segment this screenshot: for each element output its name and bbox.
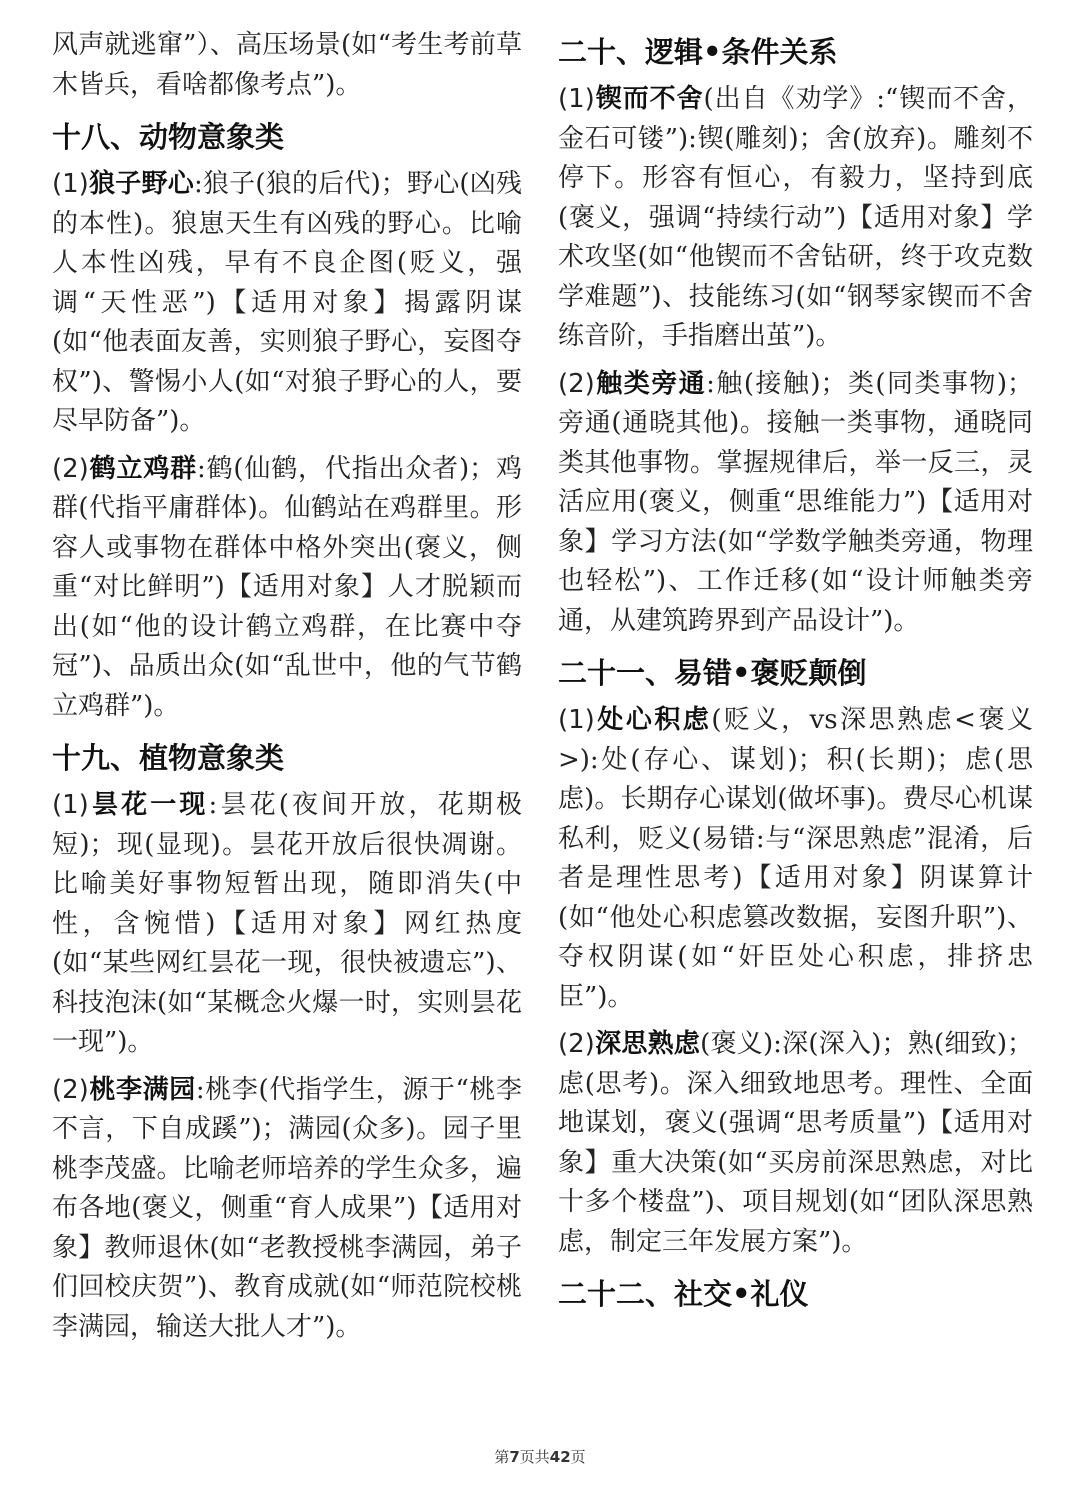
idiom-term: 昙花一现 <box>88 790 209 820</box>
entry-number: (2) <box>558 368 595 399</box>
entry-body: :狼子(狼的后代)；野心(凶残的本性)。狼崽天生有凶残的野心。比喻人本性凶残，早有不良企图(贬义，强调“天性恶”)【适用对象】揭露阴谋(如“他表面友善，实则狼子野心，妄图夺权”)、警惕小人(如“对狼子野心的人，要尽早防备”)。 <box>52 169 522 436</box>
section-heading: 二十、逻辑•条件关系 <box>558 35 838 69</box>
section-heading: 十九、植物意象类 <box>52 741 285 775</box>
page-footer <box>0 1446 1080 1467</box>
entry-body: :鹤(仙鹤，代指出众者)；鸡群(代指平庸群体)。仙鹤站在鸡群里。形容人或事物在群体中格外突出(褒义，侧重“对比鲜明”)【适用对象】人才脱颖而出(如“他的设计鹤立鸡群，在比赛中夺冠”)、品质出众(如“乱世中，他的气节鹤立鸡群”)。 <box>52 453 522 721</box>
entry-paragraph <box>52 450 522 727</box>
entry-number: (1) <box>558 705 595 735</box>
idiom-term: 桃李满园 <box>88 1074 196 1105</box>
section-heading: 十八、动物意象类 <box>52 120 285 154</box>
footer-text: 页共 <box>519 1448 550 1466</box>
entry-number: (2) <box>558 1029 595 1059</box>
left-column <box>52 26 522 1355</box>
entry-paragraph <box>558 701 1033 1017</box>
entry-paragraph <box>52 1071 522 1348</box>
entry-number: (1) <box>52 790 89 820</box>
idiom-term: 锲而不舍 <box>594 84 704 114</box>
idiom-term: 深思熟虑 <box>594 1029 701 1059</box>
total-page-count: 42 <box>549 1448 571 1466</box>
entry-number: (2) <box>52 453 89 484</box>
entry-body: (出自《劝学》:“锲而不舍，金石可镂”):锲(雕刻)；舍(放弃)。雕刻不停下。形容有恒心，有毅力，坚持到底(褒义，强调“持续行动”)【适用对象】学术攻坚(如“他锲而不舍钻研，终于攻克数学难题”)、技能练习(如“钢琴家锲而不舍练音阶，手指磨出茧”)。 <box>558 84 1033 351</box>
entry-number: (1) <box>52 169 89 199</box>
entry-number: (1) <box>558 84 595 114</box>
current-page-number: 7 <box>509 1448 520 1466</box>
entry-paragraph <box>558 80 1033 357</box>
intro-paragraph: 风声就逃窜”）、高压场景(如“考生考前草木皆兵，看啥都像考点”)。 <box>52 30 522 100</box>
section-heading: 二十二、社交•礼仪 <box>558 1277 809 1311</box>
entry-body: :桃李(代指学生，源于“桃李不言，下自成蹊”)；满园(众多)。园子里桃李茂盛。比喻老师培养的学生众多，遍布各地(褒义，侧重“育人成果”)【适用对象】教师退休(如“老教授桃李满园，弟子们回校庆贺”)、教育成就(如“师范院校桃李满园，输送大批人才”)。 <box>52 1074 522 1342</box>
idiom-term: 处心积虑 <box>594 705 712 735</box>
entry-body: :触(接触)；类(同类事物)；旁通(通晓其他)。接触一类事物，通晓同类其他事物。掌握规律后，举一反三，灵活应用(褒义，侧重“思维能力”)【适用对象】学习方法(如“学数学触类旁通，物理也轻松”)、工作迁移(如“设计师触类旁通，从建筑跨界到产品设计”)。 <box>558 368 1033 636</box>
idiom-term: 狼子野心 <box>88 169 194 199</box>
entry-number: (2) <box>52 1074 89 1105</box>
idiom-term: 触类旁通 <box>594 368 707 399</box>
entry-paragraph <box>52 165 522 442</box>
idiom-term: 鹤立鸡群 <box>88 453 197 484</box>
entry-body: (贬义，vs深思熟虑<褒义>):处(存心、谋划)；积(长期)；虑(思虑)。长期存心谋划(做坏事)。费尽心机谋私利，贬义(易错:与“深思熟虑”混淆，后者是理性思考)【适用对象】阴谋算计(如“他处心积虑篡改数据，妄图升职”)、夺权阴谋(如“奸臣处心积虑，排挤忠臣”)。 <box>558 705 1033 1012</box>
entry-paragraph <box>558 1025 1033 1262</box>
entry-paragraph <box>52 786 522 1063</box>
footer-text: 第 <box>494 1448 510 1466</box>
section-heading: 二十一、易错•褒贬颠倒 <box>558 656 867 690</box>
footer-text: 页 <box>570 1448 586 1466</box>
entry-body: (褒义):深(深入)；熟(细致)；虑(思考)。深入细致地思考。理性、全面地谋划，褒义(强调“思考质量”)【适用对象】重大决策(如“买房前深思熟虑，对比十多个楼盘”)、项目规划(如“团队深思熟虑，制定三年发展方案”)。 <box>558 1029 1033 1257</box>
entry-body: :昙花(夜间开放，花期极短)；现(显现)。昙花开放后很快凋谢。比喻美好事物短暂出现，随即消失(中性，含惋惜)【适用对象】网红热度(如“某些网红昙花一现，很快被遗忘”)、科技泡沫(如“某概念火爆一时，实则昙花一现”)。 <box>52 790 522 1057</box>
right-column <box>558 26 1033 1322</box>
entry-paragraph <box>558 365 1033 642</box>
